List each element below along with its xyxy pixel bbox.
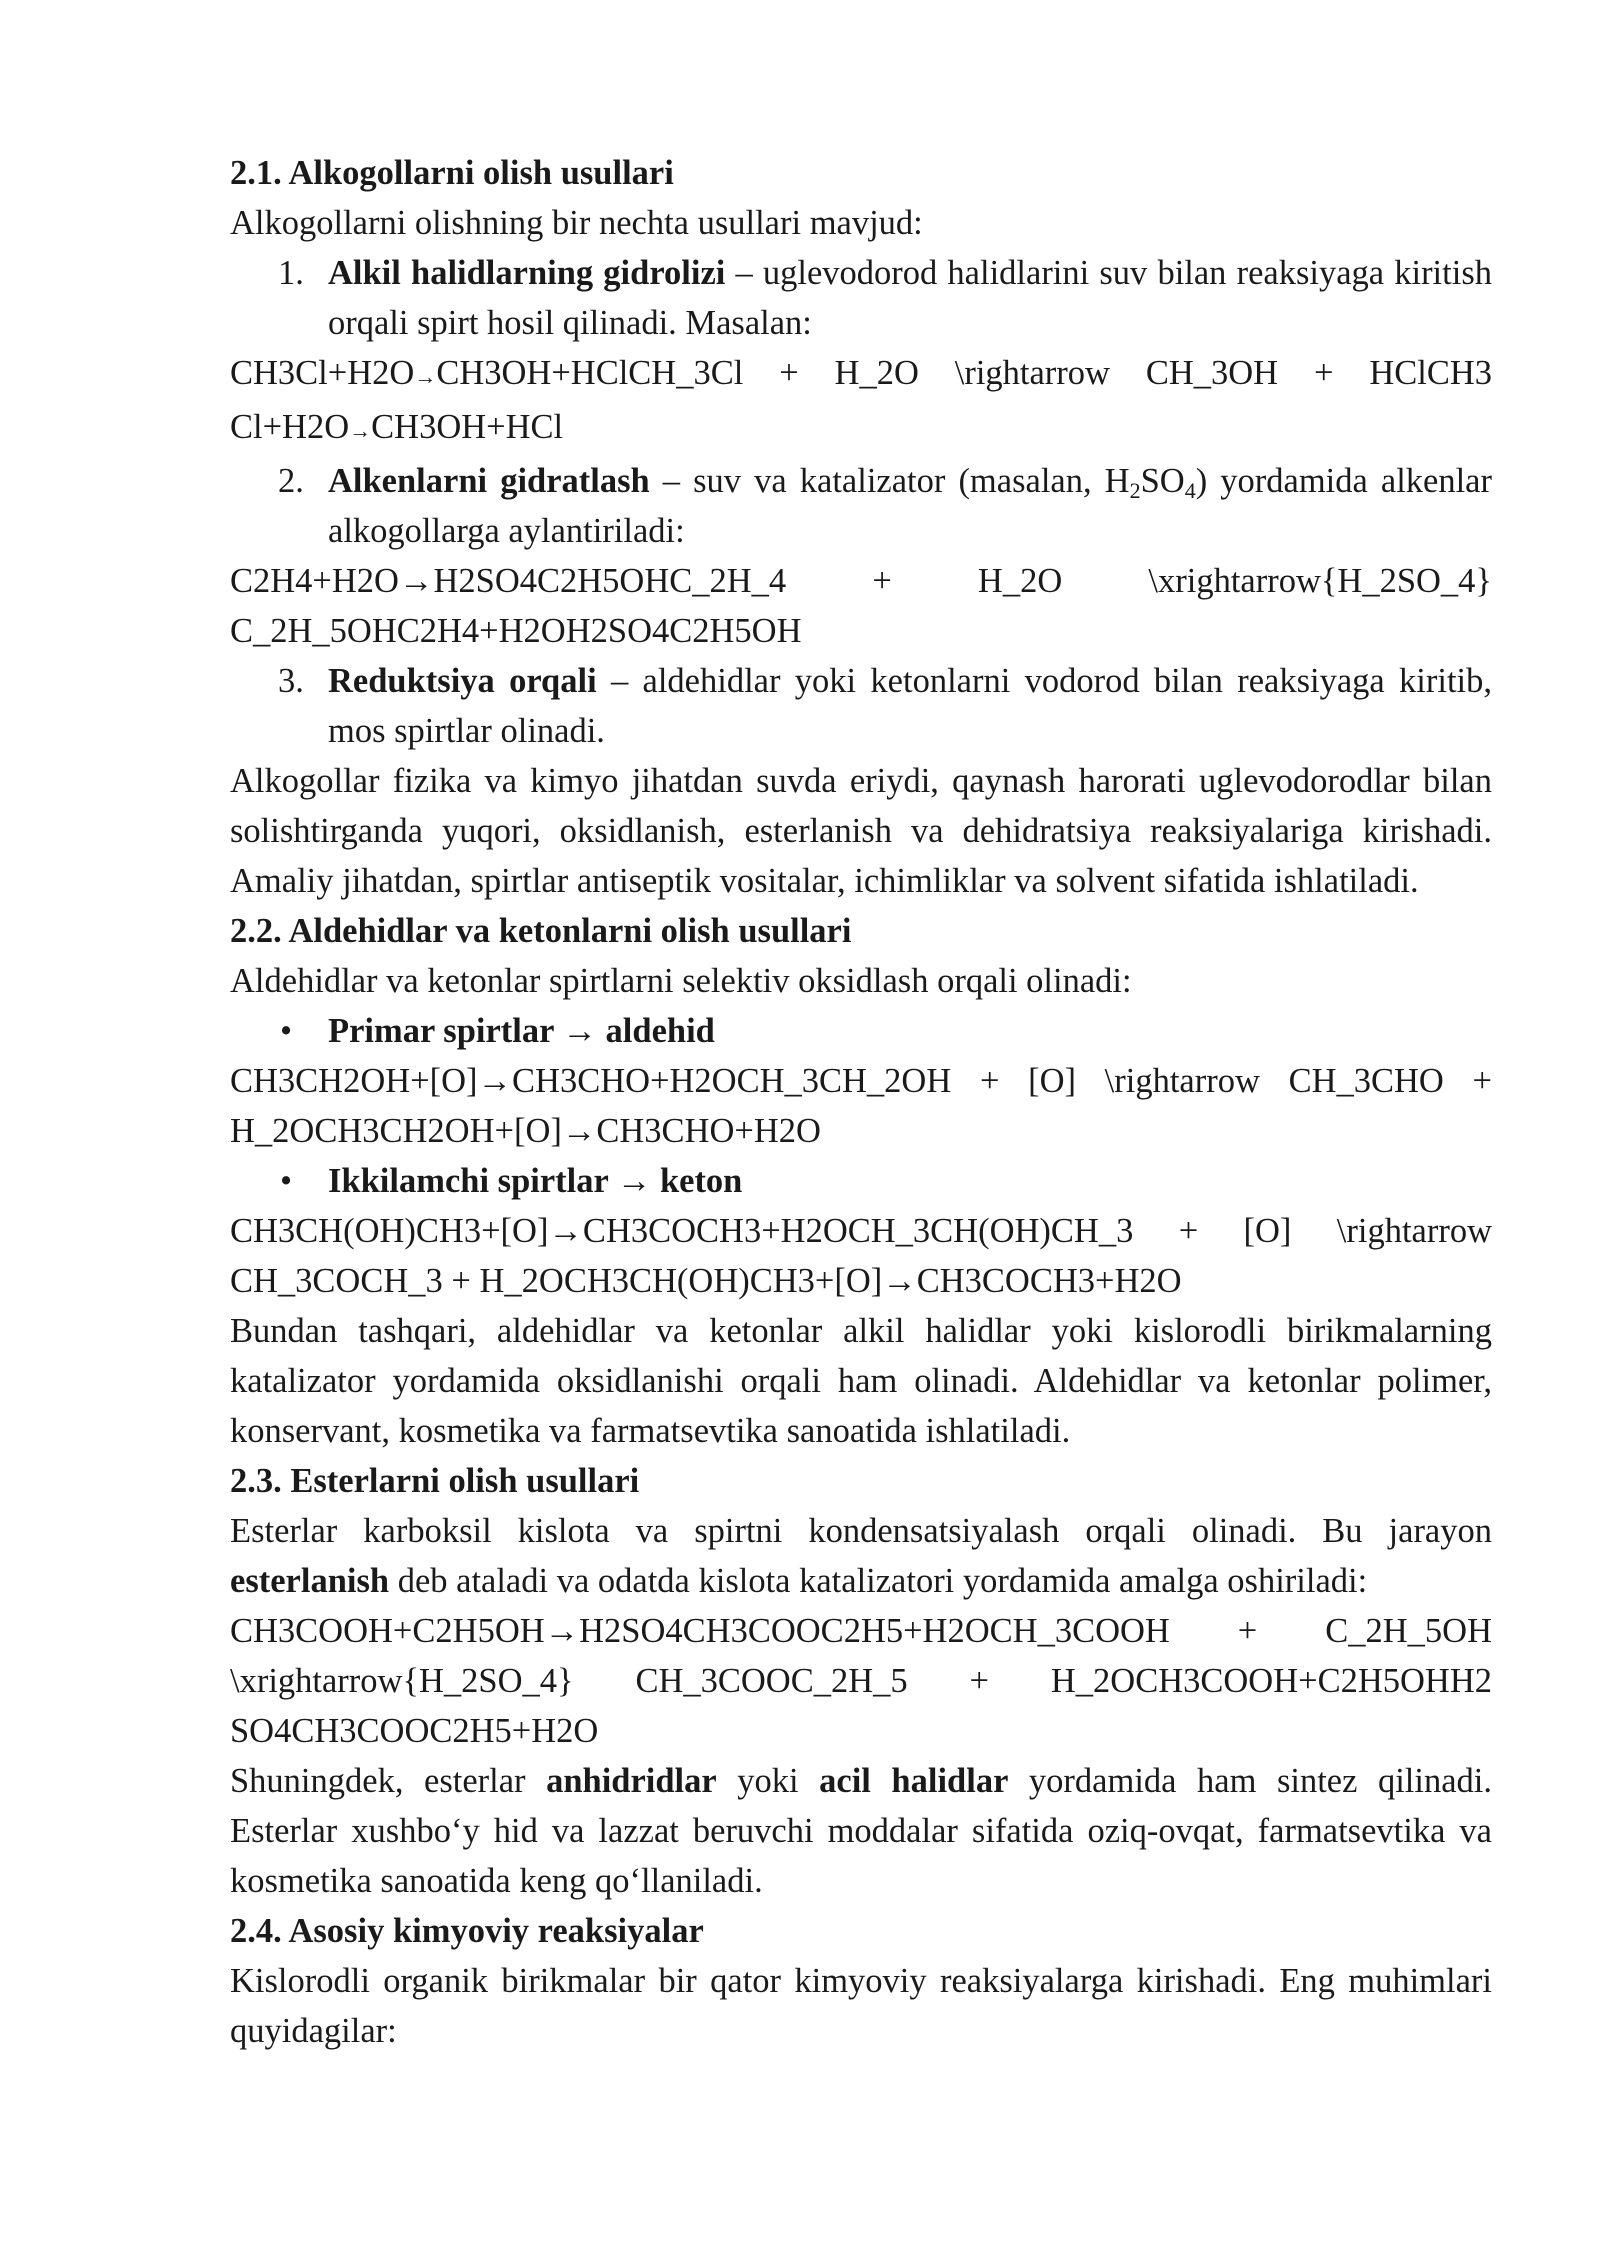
paragraph-aldehyde-uses: Bundan tashqari, aldehidlar va ketonlar alkil halidlar yoki kislorodli birikmalarning katalizator yordamida oksidlanishi orqali ham olinadi. Aldehidlar va ketonlar polimer, konservant, kosmetika va farmatsevtika sanoatida ishlatiladi. [230,1312,1492,1450]
equation-segment: CH_3OH [1145,354,1279,392]
equation-3: CH3CH2OH+[O]→CH3CHO+H2OCH_3CH_2OH + [O] \rightarrow CH_3CHO + H_2OCH3CH2OH+[O]→CH3CHO+H2O [230,1062,1492,1150]
equation-segment: CH3Cl+H2O→CH3OH+HClCH_3Cl [230,354,744,392]
bullet-icon: • [280,1162,293,1200]
list-number: 2. [278,462,304,500]
list-number: 1. [278,254,304,292]
paragraph-reactions-intro: Kislorodli organik birikmalar bir qator kimyoviy reaksiyalarga kirishadi. Eng muhimlari quyidagilar: [230,1962,1492,2050]
bullet-icon: • [280,1012,293,1050]
list-item-term: Alkil halidlarning gidrolizi [328,254,726,292]
list-item-term: Alkenlarni gidratlash [328,462,650,500]
equation-segment: + [1313,354,1334,392]
paragraph-esterification: Esterlar karboksil kislota va spirtni kondensatsiyalash orqali olinadi. Bu jarayon esterlanish deb ataladi va odatda kislota katalizatori yordamida amalga oshiriladi: [230,1512,1492,1600]
equation-2-line-1 [230,556,1492,606]
equation-segment: H_2O [977,562,1063,600]
section-heading-2-1: 2.1. Alkogollarni olish usullari [230,154,674,192]
paragraph-ester-uses: Shuningdek, esterlar anhidridlar yoki acil halidlar yordamida ham sintez qilinadi. Esterlar xushbo‘y hid va lazzat beruvchi moddalar sifatida oziq-ovqat, farmatsevtika va kosmetika sanoatida keng qo‘llaniladi. [230,1762,1493,1900]
bullet-item-secondary: • Ikkilamchi spirtlar → keton [230,1156,1492,1206]
list-item-term: Reduktsiya orqali [328,662,597,700]
equation-1-line-1 [230,348,1492,402]
section-heading-2-3: 2.3. Esterlarni olish usullari [230,1462,640,1500]
section-heading-2-4: 2.4. Asosiy kimyoviy reaksiyalar [230,1912,704,1950]
equation-segment: + [779,354,799,392]
bullet-item-primary: • Primar spirtlar → aldehid [230,1006,1492,1056]
equation-segment: \xrightarrow{H_2SO_4} [1148,562,1492,600]
section-heading-2-2: 2.2. Aldehidlar va ketonlarni olish usullari [230,912,852,950]
equation-2-line-2: C_2H_5OHC2H4+H2OH2SO4C2H5OH [230,612,802,650]
equation-4: CH3CH(OH)CH3+[O]→CH3COCH3+H2OCH_3CH(OH)CH_3 + [O] \rightarrow CH_3COCH_3 + H_2OCH3CH(OH)CH3+[O]→CH3COCH3+H2O [230,1212,1492,1300]
equation-segment: + [872,562,892,600]
equation-segment: \rightarrow [954,354,1110,392]
equation-1-line-2: Cl+H2O→CH3OH+HCl [230,408,564,446]
equation-5: CH3COOH+C2H5OH→H2SO4CH3COOC2H5+H2OCH_3COOH + C_2H_5OH \xrightarrow{H_2SO_4} CH_3COOC_2H_5 + H_2OCH3COOH+C2H5OHH2 SO4CH3COOC2H5+H2O [230,1612,1492,1750]
section-intro-2-2: Aldehidlar va ketonlar spirtlarni selektiv oksidlash orqali olinadi: [230,962,1132,1000]
section-intro-2-1: Alkogollarni olishning bir nechta usullari mavjud: [230,204,923,242]
list-number: 3. [278,662,304,700]
paragraph-alcohol-properties: Alkogollar fizika va kimyo jihatdan suvda eriydi, qaynash harorati uglevodorodlar bilan solishtirganda yuqori, oksidlanish, esterlanish va dehidratsiya reaksiyalariga kirishadi. Amaliy jihatdan, spirtlar antiseptik vositalar, ichimliklar va solvent sifatida ishlatiladi. [230,762,1492,900]
list-item-1 [230,248,1492,348]
list-item-3 [230,656,1492,756]
equation-segment: C2H4+H2O→H2SO4C2H5OHC_2H_4 [230,562,787,600]
list-item-text: – uglevodorod halidlarini suv bilan reaksiyaga kiritish orqali spirt hosil qilinadi. Masalan: [328,254,1492,342]
list-item-2: 2. Alkenlarni gidratlash – suv va katalizator (masalan, $H_2SO_4$) yordamida alkenlar alkogollarga aylantiriladi: [230,456,1492,556]
document-page [230,148,1492,2056]
equation-segment: H_2O [834,354,919,392]
list-item-text: – aldehidlar yoki ketonlarni vodorod bilan reaksiyaga kiritib, mos spirtlar olinadi. [328,662,1492,750]
equation-segment: HClCH3 [1369,354,1492,392]
